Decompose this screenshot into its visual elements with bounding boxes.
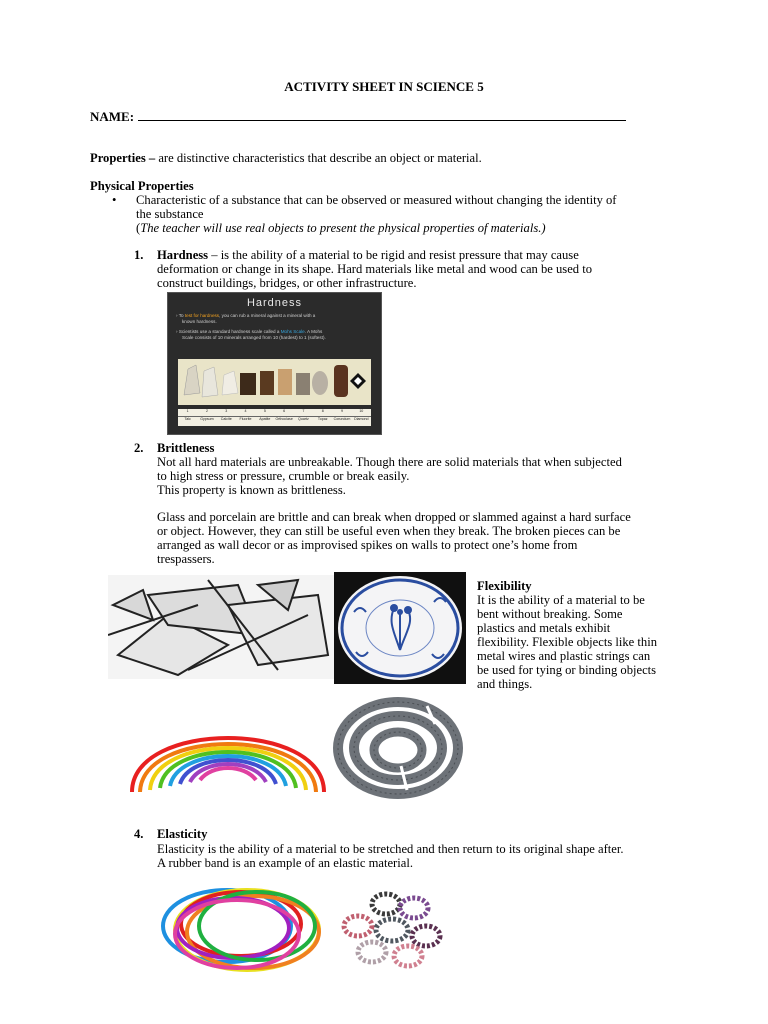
brittleness-p1-line3: This property is known as brittleness. [157,483,346,497]
mohs-scale-table [178,409,371,426]
name-blank-line [138,108,626,121]
properties-definition: Properties – are distinctive characteristics that describe an object or material. [90,151,482,165]
brittleness-p1-line1: Not all hard materials are unbreakable. Though there are solid materials that when subjected [157,455,622,469]
minerals-graphic [178,359,371,405]
mohs-scale-numbers: 1 2 3 4 5 6 7 8 9 10 [186,409,364,413]
hardness-mohs-image [167,292,382,435]
flexibility-line: and things. [477,677,533,691]
brittleness-p2-line3: arranged as wall decor or as improvised spikes on walls to protect one’s home from [157,538,578,552]
physical-bullet-line1: Characteristic of a substance that can be observed or measured without changing the identity of [136,193,617,207]
elasticity-number: 4. [134,827,144,841]
flexibility-line: flexibility. Flexible objects like thin [477,635,658,649]
flexibility-term: Flexibility [477,579,532,593]
flexibility-line: It is the ability of a material to be [477,593,645,607]
spiral-hair-ties-image [336,880,450,972]
flexibility-line: bent without breaking. Some [477,607,623,621]
flexibility-line: plastics and metals exhibit [477,621,611,635]
flexibility-line: metal wires and plastic strings can [477,649,651,663]
rainbow-slinky-image [124,700,332,800]
page-title: ACTIVITY SHEET IN SCIENCE 5 [284,79,484,94]
brittleness-p2-line2: or object. However, they can still be useful even when they break. The broken pieces can be [157,524,621,538]
brittleness-p1-line2: to high stress or pressure, crumble or break easily. [157,469,410,483]
elasticity-term: Elasticity [157,827,208,841]
hardness-number: 1. [134,248,144,262]
brittleness-number: 2. [134,441,144,455]
elasticity-line2: A rubber band is an example of an elastic material. [157,856,413,870]
bullet-icon: • [112,193,117,207]
hardness-image-bullets: › To test for hardness, you can rub a mineral against a mineral with a known hardness. › Scientists use a standard hardness scale called a Mohs Scale. A Mohs Scale consists of 10 minerals arranged from 10 (hardest) to 1 (softest). [176,313,326,340]
hardness-line2: deformation or change in its shape. Hard materials like metal and wood can be used to [157,262,593,276]
physical-bullet-line2: the substance [136,207,204,221]
flexibility-line: be used for tying or binding objects [477,663,657,677]
broken-glass-image [108,575,334,679]
hardness-line3: construct buildings, bridges, or other infrastructure. [157,276,417,290]
brittleness-p2-line4: trespassers. [157,552,215,566]
brittleness-p2-line1: Glass and porcelain are brittle and can break when dropped or slammed against a hard surface [157,510,631,524]
properties-term: Properties [90,151,146,165]
name-label: NAME: [90,109,135,124]
porcelain-plate-image [334,572,466,684]
name-field[interactable] [90,108,626,124]
properties-text: are distinctive characteristics that describe an object or material. [158,151,482,165]
hardness-line1: Hardness – is the ability of a material to be rigid and resist pressure that may cause [157,248,579,262]
mohs-scale-minerals: Talc Gypsum Calcite Fluorite Apatite Orthoclase Quartz Topaz Corundum Diamond [178,416,371,422]
minerals-strip [178,359,371,405]
physical-properties-heading: Physical Properties [90,179,194,193]
elasticity-line1: Elasticity is the ability of a material to be stretched and then return to its original shape after. [157,842,624,856]
brittleness-term: Brittleness [157,441,215,455]
hardness-image-heading: Hardness [246,297,303,309]
coiled-hose-image [331,696,465,800]
teacher-note: (The teacher will use real objects to present the physical properties of materials.) [136,221,546,235]
rubber-bands-image [157,876,327,978]
hardness-term: Hardness [157,248,209,262]
